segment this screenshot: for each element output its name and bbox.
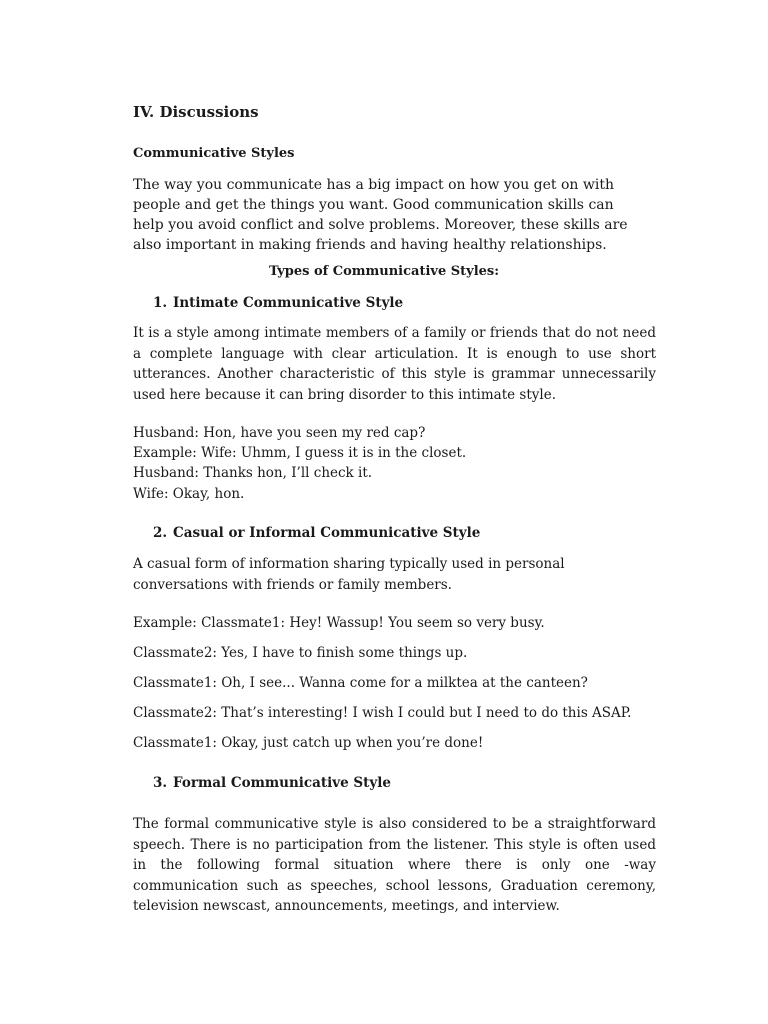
section-heading-intimate [153,295,403,311]
section-heading-formal [153,775,391,791]
formal-style-paragraph: The formal communicative style is also considered to be a straightforward speech. There is no participation from the listener. This style is often used in the following formal situation where there is only one -way communication such as speeches, school lessons, Graduation ceremony, television newscast, announcements, meetings, and interview. [133,816,656,914]
section-title: Formal Communicative Style [173,775,391,791]
dialogue-line: Classmate1: Oh, I see... Wanna come for a milktea at the canteen? [133,675,588,691]
section-title: Casual or Informal Communicative Style [173,525,481,541]
types-title: Types of Communicative Styles: [268,264,500,279]
dialogue-line: Husband: Hon, have you seen my red cap? [133,425,426,441]
intimate-style-paragraph: It is a style among intimate members of a family or friends that do not need a complete language with clear articulation. It is enough to use short utterances. Another characteristic of this style is grammar unnecessarily used here because it can bring disorder to this intimate style. [133,325,656,403]
section-heading-discussions: IV. Discussions [133,103,259,121]
section-number: 2. [153,525,168,541]
dialogue-line: Classmate2: That’s interesting! I wish I could but I need to do this ASAP. [133,705,632,721]
section-heading-casual [153,525,480,541]
dialogue-line: Husband: Thanks hon, I’ll check it. [133,465,373,481]
subheading-communicative-styles: Communicative Styles [133,146,295,161]
section-number: 1. [153,295,168,311]
dialogue-line: Wife: Okay, hon. [133,486,245,502]
dialogue-line: Classmate1: Okay, just catch up when you’re done! [133,735,484,751]
dialogue-line: Example: Wife: Uhmm, I guess it is in the closet. [133,445,467,461]
dialogue-line: Classmate2: Yes, I have to finish some things up. [133,645,468,661]
intro-paragraph: The way you communicate has a big impact on how you get on with people and get the things you want. Good communication skills can help you avoid conflict and solve problems. Moreover, these skills are also important in making friends and having healthy relationships. [133,177,628,253]
dialogue-line: Example: Classmate1: Hey! Wassup! You seem so very busy. [133,615,545,631]
casual-style-paragraph: A casual form of information sharing typically used in personal conversations with friends or family members. [133,556,565,593]
section-number: 3. [153,775,168,791]
section-title: Intimate Communicative Style [173,295,404,311]
